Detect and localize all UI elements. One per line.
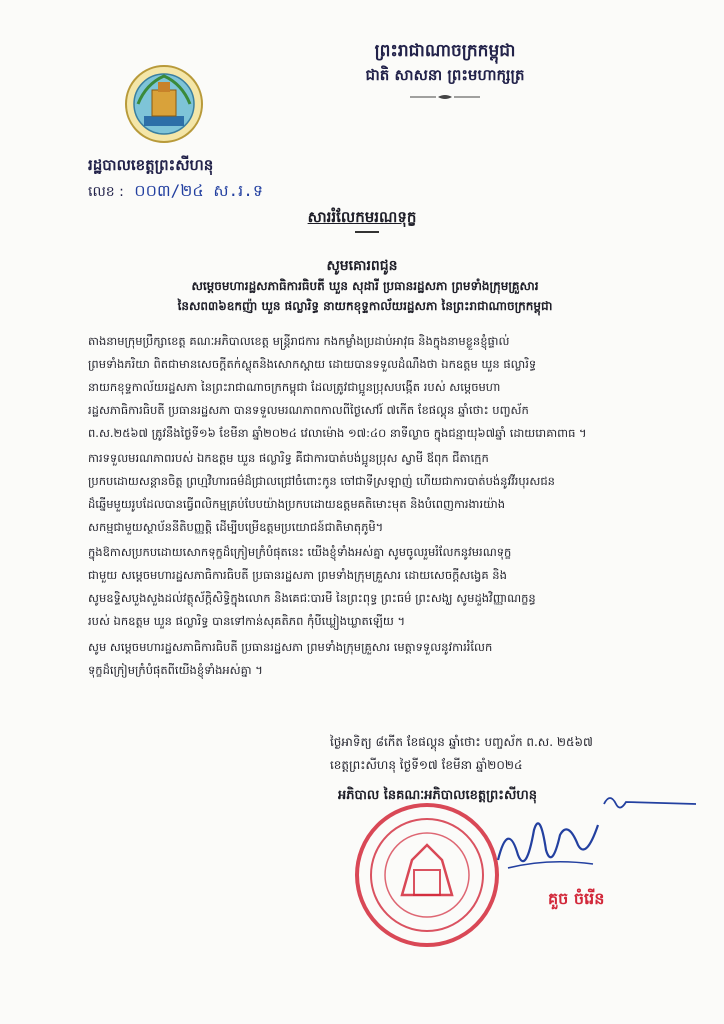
body-line: សកម្មជាមួយស្ថាប័ននីតិបញ្ញត្តិ ដើម្បីបម្រើឧត្តមប្រយោជន៍ជាតិមាតុភូមិ។ bbox=[88, 520, 384, 534]
body-line: សូមឧទ្ទិសបួងសួងដល់វត្ថុស័ក្តិសិទ្ធិក្នុងលោក និងគេជៈបារមី នៃព្រះពុទ្ធ ព្រះធម៌ ព្រះសង្ឃ សូមដួងវិញ្ញាណក្ខន្ធ bbox=[88, 591, 536, 605]
reference-number bbox=[88, 180, 263, 204]
body-line: ដ៏ឆ្នើមមួយរូបដែលបានធ្វើពលិកម្មគ្រប់បែបយ៉ាងប្រកបដោយឧត្តមគតិមោះមុត និងបំពេញការងារយ៉ាង bbox=[88, 497, 506, 511]
body-line: រដ្ឋសភាធិការធិបតី ប្រធានរដ្ឋសភា បានទទួលមរណភាពកាលពីថ្ងៃសៅរ៍ ៧កើត ខែផល្គុន ឆ្នាំថោះ បញ្ចស័ក bbox=[88, 403, 529, 417]
body-line: ព្រមទាំងភរិយា ពិតជាមានសេចក្តីតក់ស្លុតនិងសោកស្តាយ ដោយបានទទួលដំណឹងថា ឯកឧត្តម ឃួន ផល្លារិទ្ធ bbox=[88, 357, 537, 371]
body-line: ក្នុងឱកាសប្រកបដោយសោកទុក្ខដ៏ក្រៀមក្រំបំផុតនេះ យើងខ្ញុំទាំងអស់គ្នា សូមចូលរួមរំលែកនូវមរណទុក្ខ bbox=[88, 545, 512, 559]
body-line: ទុក្ខដ៏ក្រៀមក្រំបំផុតពីយើងខ្ញុំទាំងអស់គ្នា ។ bbox=[88, 663, 263, 677]
issuing-administration: រដ្ឋបាលខេត្តព្រះសីហនុ bbox=[88, 156, 214, 174]
body-line: នាយកខុទ្ទកាល័យរដ្ឋសភា នៃព្រះរាជាណាចក្រកម្ពុជា ដែលត្រូវជាប្អូនប្រុសបង្កើត របស់ សម្តេចមហា bbox=[88, 380, 501, 394]
body-line: តាងនាមក្រុមប្រឹក្សាខេត្ត គណៈអភិបាលខេត្ត មន្ត្រីរាជការ កងកម្លាំងប្រដាប់អាវុធ និងក្នុងនាមខ្លួនខ្ញុំផ្ទាល់ bbox=[88, 334, 510, 348]
title-divider bbox=[355, 231, 379, 233]
body-line: របស់ ឯកឧត្តម ឃួន ផល្លារិទ្ធ បានទៅកាន់សុគតិភព កុំបីឃ្លៀងឃ្លាតឡើយ ។ bbox=[88, 614, 406, 628]
body-line: ប្រកបដោយសន្តានចិត្ត ព្រហ្មវិហារធម៌ដ៏ជ្រាលជ្រៅចំពោះកូន ចៅជាទីស្រឡាញ់ ហើយជាការបាត់បង់នូវវីរបុរសជន bbox=[88, 474, 555, 488]
salutation: សូមគោរពជូន bbox=[326, 258, 398, 274]
addressee-line-1: សម្តេចមហារដ្ឋសភាធិការធិបតី ឃួន សុដារី ប្រធានរដ្ឋសភា ព្រមទាំងក្រុមគ្រួសារ bbox=[191, 279, 539, 293]
document-title: សាររំលែកមរណទុក្ខ bbox=[307, 208, 417, 226]
dateline-lunar: ថ្ងៃអាទិត្យ ៨កើត ខែផល្គុន ឆ្នាំថោះ បញ្ចស័ក ព.ស. ២៥៦៧ bbox=[330, 735, 593, 749]
reference-prefix: លេខ : bbox=[88, 184, 124, 200]
ornament-divider-icon bbox=[410, 93, 480, 101]
initial-flourish-icon bbox=[600, 790, 700, 814]
signatory-title: អភិបាល នៃគណៈអភិបាលខេត្តព្រះសីហនុ bbox=[338, 788, 537, 803]
addressee-line-2: នៃសព៣៦ឧកញ៉ា ឃួន ផល្លារិទ្ធ នាយកខុទ្ទកាល័យរដ្ឋសភា នៃព្រះរាជាណាចក្រកម្ពុជា bbox=[177, 299, 553, 313]
official-seal-icon bbox=[352, 800, 502, 950]
signatory-name: គួច ចំរើន bbox=[548, 889, 605, 908]
body-line: ការទទួលមរណភាពរបស់ ឯកឧត្តម ឃួន ផល្លារិទ្ធ គឺជាការបាត់បង់ប្អូនប្រុស ស្វាមី ឪពុក ជីតាក្មេក bbox=[88, 451, 489, 465]
reference-value: ០០៣/២៤ ស.រ.ទ bbox=[134, 181, 264, 200]
national-motto: ជាតិ សាសនា ព្រះមហាក្សត្រ bbox=[365, 66, 525, 84]
handwritten-signature-icon bbox=[488, 800, 608, 880]
kingdom-heading: ព្រះរាជាណាចក្រកម្ពុជា bbox=[374, 41, 516, 61]
province-emblem-icon bbox=[124, 64, 204, 144]
dateline-solar: ខេត្តព្រះសីហនុ ថ្ងៃទី១៧ ខែមីនា ឆ្នាំ២០២៤ bbox=[330, 758, 523, 772]
body-line: ជាមួយ សម្តេចមហារដ្ឋសភាធិការធិបតី ប្រធានរដ្ឋសភា ព្រមទាំងក្រុមគ្រួសារ ដោយសេចក្តីសង្វេគ និង bbox=[88, 568, 507, 582]
body-line: ព.ស.២៥៦៧ ត្រូវនឹងថ្ងៃទី១៦ ខែមីនា ឆ្នាំ២០២៤ វេលាម៉ោង ១៧:៤០ នាទីល្ងាច ក្នុងជន្មាយុ៦៧ឆ្នាំ ដោយរោគាពាធ ។ bbox=[88, 426, 587, 440]
body-line: សូម សម្តេចមហារដ្ឋសភាធិការធិបតី ប្រធានរដ្ឋសភា ព្រមទាំងក្រុមគ្រួសារ មេត្តាទទួលនូវការរំលែក bbox=[88, 640, 493, 654]
